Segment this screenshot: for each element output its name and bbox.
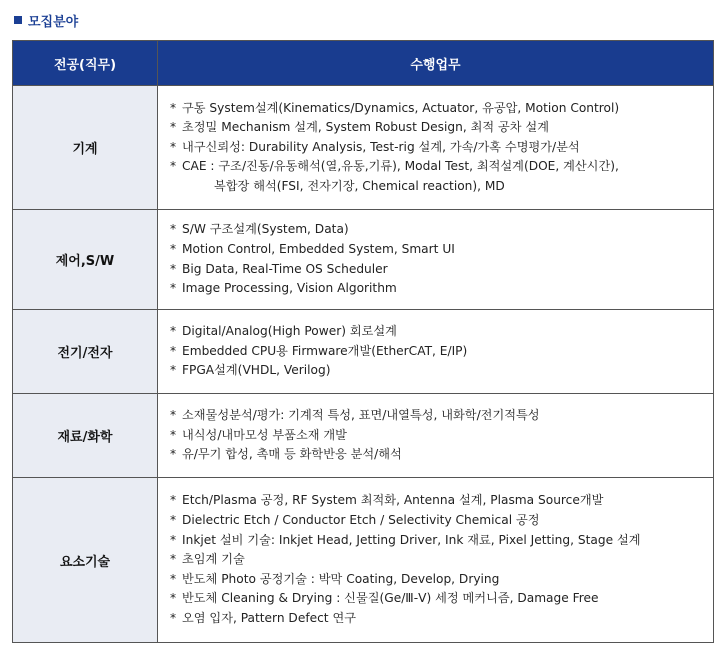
task-list [170, 491, 713, 628]
task-text: 구동 System설계(Kinematics/Dynamics, Actuator, 유공압, Motion Control) [182, 100, 620, 115]
table-row [13, 86, 714, 210]
task-text-continued: 복합장 해석(FSI, 전자기장, Chemical reaction), MD [214, 178, 505, 193]
task-text: 초정밀 Mechanism 설계, System Robust Design, 최적 공차 설계 [182, 120, 549, 135]
task-item [170, 426, 713, 446]
task-text: Motion Control, Embedded System, Smart UI [182, 241, 455, 256]
square-bullet-icon [14, 16, 22, 24]
task-text: Dielectric Etch / Conductor Etch / Selectivity Chemical 공정 [182, 513, 540, 528]
task-text: CAE : 구조/진동/유동해석(열,유동,기류), Modal Test, 최적설계(DOE, 계산시간), [182, 159, 619, 174]
task-text: 내구신뢰성: Durability Analysis, Test-rig 설계, 가속/가혹 수명평가/분석 [182, 139, 580, 154]
task-item [170, 491, 713, 511]
task-text: 내식성/내마모성 부품소재 개발 [182, 427, 347, 442]
task-item [170, 570, 713, 590]
task-item [170, 511, 713, 531]
tasks-cell [158, 394, 714, 478]
recruitment-table [12, 40, 714, 643]
task-item [170, 609, 713, 629]
table-body [13, 86, 714, 643]
task-text: 소재물성분석/평가: 기계적 특성, 표면/내열특성, 내화학/전기적특성 [182, 408, 540, 423]
task-text: Etch/Plasma 공정, RF System 최적화, Antenna 설계, Plasma Source개발 [182, 493, 604, 508]
task-text: Image Processing, Vision Algorithm [182, 281, 397, 296]
tasks-cell [158, 310, 714, 394]
task-list [170, 220, 713, 298]
task-item [170, 531, 713, 551]
task-text: S/W 구조설계(System, Data) [182, 222, 349, 237]
task-text: Big Data, Real-Time OS Scheduler [182, 261, 388, 276]
task-item [170, 157, 713, 196]
table-header-row [13, 41, 714, 86]
tasks-cell [158, 86, 714, 210]
category-cell: 요소기술 [13, 478, 158, 643]
table-row [13, 478, 714, 643]
task-text: 유/무기 합성, 촉매 등 화학반응 분석/해석 [182, 447, 402, 462]
header-duties: 수행업무 [158, 41, 714, 86]
task-list [170, 406, 713, 465]
table-row [13, 394, 714, 478]
task-text: Digital/Analog(High Power) 회로설계 [182, 324, 397, 339]
task-item [170, 240, 713, 260]
category-cell: 재료/화학 [13, 394, 158, 478]
task-item [170, 99, 713, 119]
section-title: 모집분야 [28, 14, 79, 30]
task-text: 오염 입자, Pattern Defect 연구 [182, 610, 357, 625]
tasks-cell [158, 210, 714, 310]
task-list [170, 99, 713, 197]
section-header [14, 10, 78, 30]
task-text: 초임계 기술 [182, 552, 245, 567]
task-text: Inkjet 설비 기술: Inkjet Head, Jetting Driver, Ink 재료, Pixel Jetting, Stage 설계 [182, 532, 641, 547]
task-item [170, 138, 713, 158]
category-cell: 제어,S/W [13, 210, 158, 310]
task-item [170, 118, 713, 138]
task-text: Embedded CPU용 Firmware개발(EtherCAT, E/IP) [182, 343, 468, 358]
table-row [13, 210, 714, 310]
task-item [170, 279, 713, 299]
category-cell: 전기/전자 [13, 310, 158, 394]
task-text: 반도체 Photo 공정기술 : 박막 Coating, Develop, Drying [182, 571, 500, 586]
task-item [170, 220, 713, 240]
task-item [170, 361, 713, 381]
table-row [13, 310, 714, 394]
header-major: 전공(직무) [13, 41, 158, 86]
task-list [170, 322, 713, 381]
category-cell: 기계 [13, 86, 158, 210]
task-item [170, 322, 713, 342]
task-item [170, 342, 713, 362]
task-text: 반도체 Cleaning & Drying : 신물질(Ge/Ⅲ-Ⅴ) 세정 메커니즘, Damage Free [182, 591, 599, 606]
tasks-cell [158, 478, 714, 643]
task-item [170, 406, 713, 426]
task-item [170, 260, 713, 280]
task-item [170, 550, 713, 570]
task-item [170, 589, 713, 609]
task-text: FPGA설계(VHDL, Verilog) [182, 363, 331, 378]
task-item [170, 445, 713, 465]
